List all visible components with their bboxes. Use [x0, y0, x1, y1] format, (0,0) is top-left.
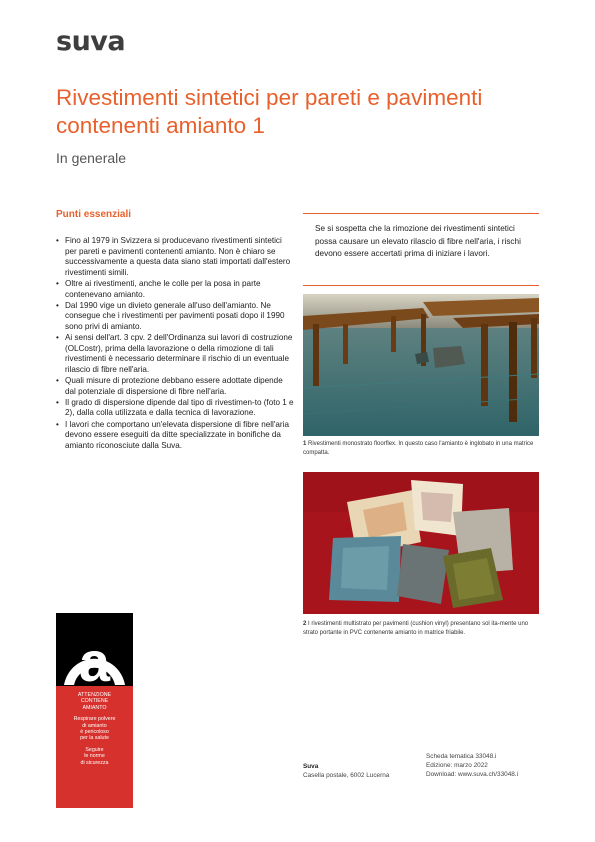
footer-edition: Edizione: marzo 2022 [426, 762, 488, 769]
badge-line: è pericoloso [80, 729, 109, 736]
figure-1-caption [303, 440, 541, 457]
badge-line: CONTIENE [80, 698, 109, 705]
suva-logo: suva [56, 26, 126, 57]
footer-publication-info [426, 752, 518, 779]
figure-1-number: 1 [303, 441, 307, 447]
asbestos-warning-badge [56, 613, 133, 808]
list-item: • Ai sensi dell'art. 3 cpv. 2 dell'Ordinanza sui lavori di costruzione (OLCostr), prima della lavorazione o della rimozione di tali rivestimenti è necessario determinare il rischio di un eventuale rilascio di fibre nell'aria. [56, 333, 294, 375]
badge-line: Seguire [85, 746, 104, 753]
footer-download-link[interactable]: Download: www.suva.ch/33048.i [426, 771, 519, 778]
list-item: • Il grado di dispersione dipende dal tipo di rivestimen-to (foto 1 e 2), dalla colla utilizzata e dalla tecnica di lavorazione. [56, 398, 294, 419]
badge-line: di sicurezza [80, 759, 109, 766]
figure-1-text: Rivestimenti monostrato floorflex. In questo caso l'amianto è inglobato in una matrice compatta. [303, 441, 534, 456]
badge-warning-title [56, 692, 133, 711]
list-item: • I lavori che comportano un'elevata dispersione di fibre nell'aria devono essere eseguiti da ditte specializzate in bonifiche da amianto riconosciute dalla Suva. [56, 420, 294, 452]
key-points-heading: Punti essenziali [56, 209, 132, 220]
warning-callout: Se si sospetta che la rimozione dei rivestimenti sintetici possa causare un elevato rilascio di fibre nell'aria, i rischi devono essere accertati prima di iniziare i lavori. [303, 213, 539, 286]
badge-line: AMIANTO [82, 704, 107, 711]
footer-address [303, 762, 389, 780]
list-item: • Quali misure di protezione debbano essere adottate dipende dal potenziale di dispersione di fibre nell'aria. [56, 376, 294, 397]
badge-line: ATTENZIONE [77, 692, 112, 698]
page-subtitle: In generale [56, 150, 127, 166]
figure-2-number: 2 [303, 621, 307, 627]
list-item: • Oltre ai rivestimenti, anche le colle per la posa in parte contenevano amianto. [56, 279, 294, 300]
badge-line: Respirare polvere [73, 716, 116, 723]
badge-health-warning [56, 716, 133, 742]
figure-2-text: I rivestimenti multistrato per pavimenti (cushion vinyl) presentano sol ita-mente uno strato portante in PVC contenente amianto in matrice friabile. [303, 621, 529, 636]
photo-floorflex [303, 294, 539, 436]
badge-line: per la salute [80, 735, 109, 742]
footer-sheet: Scheda tematica 33048.i [426, 753, 497, 760]
badge-letter: a [78, 630, 111, 685]
page-title: Rivestimenti sintetici per pareti e pavimenti contenenti amianto 1 [56, 85, 483, 138]
list-item: • Dal 1990 vige un divieto generale all'uso dell'amianto. Ne consegue che i rivestimenti per pavimenti posati dopo il 1990 sono privi di amianto. [56, 301, 294, 333]
list-item: • Fino al 1979 in Svizzera si producevano rivestimenti sintetici per pareti e pavimenti contenenti amianto. Non è chiaro se successivamente a questa data siano stati importati dall'estero rivestimenti simili. [56, 236, 294, 278]
badge-line: di amianto [82, 722, 107, 729]
asbestos-a-icon [60, 615, 129, 685]
badge-line: le norme [84, 753, 105, 760]
badge-black-area [56, 613, 133, 686]
figure-2-caption [303, 620, 541, 637]
footer-org: Suva [303, 763, 319, 770]
badge-red-area [56, 686, 133, 808]
badge-safety-instruction [56, 747, 133, 766]
key-points-list [56, 236, 294, 452]
footer-postal: Casella postale, 6002 Lucerna [303, 772, 390, 779]
photo-cushion-vinyl [303, 472, 539, 614]
